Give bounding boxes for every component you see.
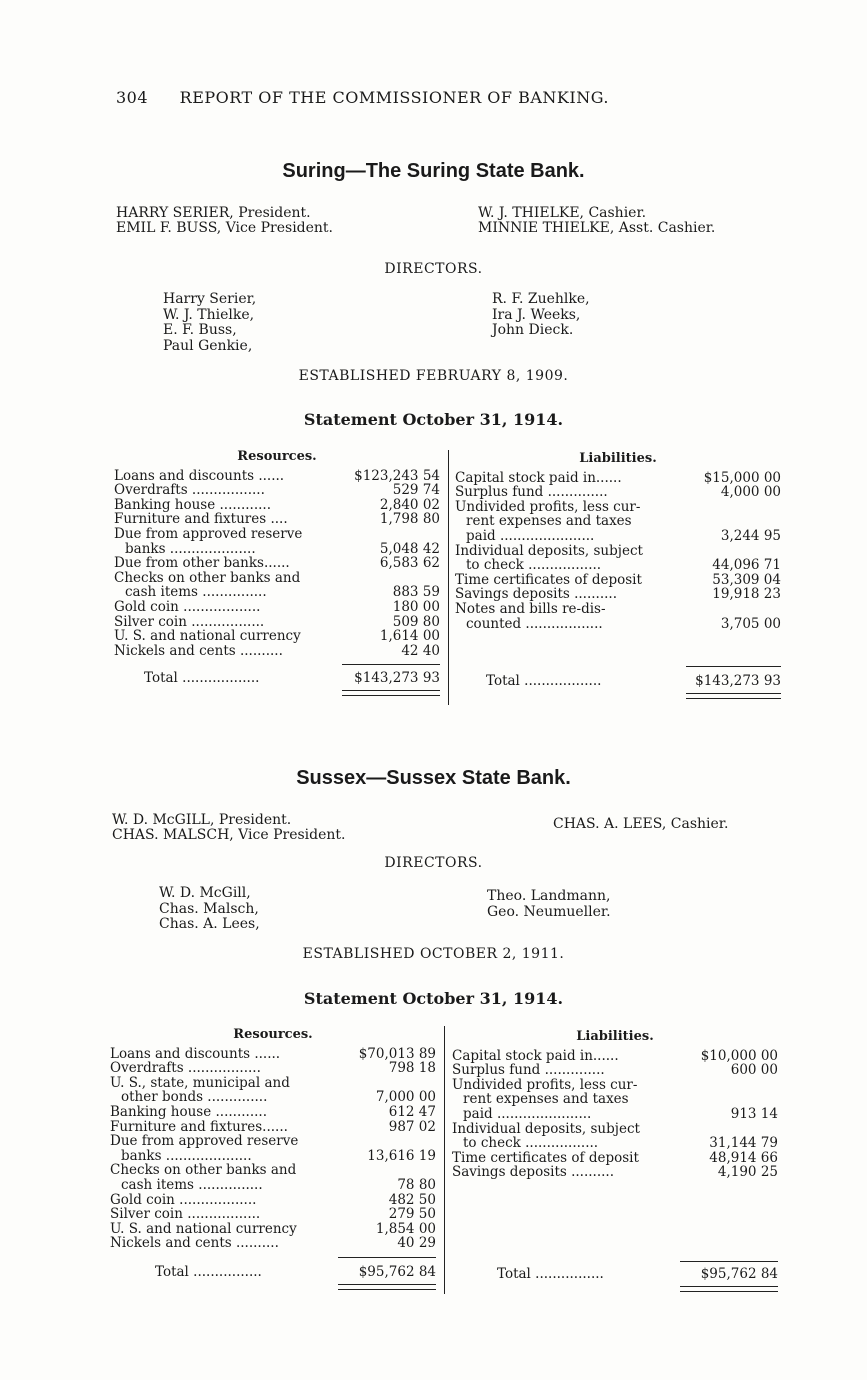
resources-total-row [155,1264,436,1280]
ledger-item-label: to check ................. [466,557,602,574]
sum-rule [338,1257,436,1258]
column-divider [448,450,449,705]
ledger-row [110,1047,436,1062]
resources-list [110,1047,436,1251]
ledger-item-amount: 482 50 [388,1191,436,1208]
liabilities-heading: Liabilities. [576,1029,654,1044]
ledger-row [452,1136,778,1151]
sum-rule [680,1261,778,1262]
ledger-item-label: Gold coin .................. [110,1191,257,1208]
ledger-item-label: Banking house ............ [110,1103,268,1120]
ledger-row [110,1236,436,1251]
ledger-row [455,514,781,529]
ledger-row [455,529,781,544]
ledger-row [455,558,781,573]
ledger-item-amount: 48,914 66 [709,1149,778,1166]
ledger-item-label: Banking house ............ [114,496,272,513]
ledger-item-amount: 798 18 [388,1060,436,1077]
ledger-row [110,1193,436,1208]
double-rule [686,693,781,699]
ledger-row [114,469,440,484]
ledger-item-label: rent expenses and taxes [466,513,632,530]
bank-title: Sussex—Sussex State Bank. [296,767,571,789]
ledger-item-amount: 180 00 [392,598,440,615]
liabilities-column [452,1030,778,1180]
ledger-item-label: Nickels and cents .......... [110,1235,279,1252]
ledger-row [114,542,440,557]
ledger-item-amount: 13,616 19 [367,1147,436,1164]
ledger-item-amount: 600 00 [730,1062,778,1079]
officer-vice-president: EMIL F. BUSS, Vice President. [116,220,334,236]
resources-heading: Resources. [233,1027,313,1042]
directors-right [487,889,611,920]
officer-cashier: CHAS. A. LEES, Cashier. [553,816,729,832]
ledger-row [110,1120,436,1135]
resources-total: $95,762 84 [358,1264,436,1280]
ledger-row [114,512,440,527]
ledger-item-label: banks .................... [121,1147,252,1164]
ledger-row [110,1134,436,1149]
director-name: W. D. McGill, [159,885,251,901]
ledger-item-amount: 1,854 00 [375,1220,436,1237]
ledger-row [452,1049,778,1064]
officer-asst-cashier: MINNIE THIELKE, Asst. Cashier. [478,220,716,236]
ledger-row [455,602,781,617]
ledger-row [110,1178,436,1193]
resources-total: $143,273 93 [354,670,440,686]
ledger-item-amount: 987 02 [388,1118,436,1135]
resources-total-row [144,670,440,686]
ledger-item-label: Time certificates of deposit [452,1149,639,1166]
ledger-item-amount: 1,614 00 [379,628,440,645]
ledger-item-amount: 6,583 62 [379,555,440,572]
ledger-item-amount: $15,000 00 [703,469,781,486]
ledger-row [110,1105,436,1120]
ledger-row [114,644,440,659]
ledger-item-label: Nickels and cents .......... [114,642,283,659]
ledger-item-label: Notes and bills re-dis- [455,600,606,617]
ledger-row [114,556,440,571]
officer-cashier: W. J. THIELKE, Cashier. [478,205,647,221]
ledger-item-amount: 1,798 80 [379,511,440,528]
ledger-item-amount: 4,000 00 [720,484,781,501]
ledger-item-label: Overdrafts ................. [110,1060,261,1077]
ledger-item-amount: 279 50 [388,1206,436,1223]
officer-vice-president: CHAS. MALSCH, Vice President. [112,827,346,843]
liabilities-total-row [486,673,781,689]
double-rule [338,1284,436,1290]
ledger-item-amount: 42 40 [401,642,440,659]
director-name: Paul Genkie, [163,337,253,354]
bank-title: Suring—The Suring State Bank. [282,160,585,182]
column-divider [444,1026,445,1294]
ledger-row [114,498,440,513]
officers-right [478,206,715,236]
ledger-item-label: U. S., state, municipal and [110,1074,290,1091]
ledger-row [114,585,440,600]
officers-right [553,817,728,832]
ledger-item-label: Individual deposits, subject [452,1120,640,1137]
liabilities-column [455,452,781,631]
ledger-row [452,1151,778,1166]
ledger-item-amount: $123,243 54 [354,467,440,484]
ledger-row [114,571,440,586]
director-name: Geo. Neumueller. [487,903,611,920]
sum-rule [342,664,440,665]
ledger-item-label: banks .................... [125,540,256,557]
ledger-item-label: Silver coin ................. [110,1206,261,1223]
ledger-item-amount: 509 80 [392,613,440,630]
ledger-row [110,1222,436,1237]
resources-heading: Resources. [237,449,317,464]
ledger-item-amount: 19,918 23 [712,586,781,603]
double-rule [680,1286,778,1292]
director-name: W. J. Thielke, [163,306,255,323]
ledger-row [452,1122,778,1137]
liabilities-total: $143,273 93 [695,673,781,689]
ledger-item-label: paid ...................... [463,1105,592,1122]
resources-column [110,1028,436,1251]
director-name: E. F. Buss, [163,322,237,338]
ledger-item-label: Furniture and fixtures .... [114,511,288,528]
ledger-item-label: Savings deposits .......... [455,586,617,603]
ledger-item-amount: 3,244 95 [720,527,781,544]
ledger-row [110,1076,436,1091]
sum-rule [686,666,781,667]
resources-column [114,450,440,658]
ledger-item-label: Loans and discounts ...... [114,467,285,484]
ledger-item-label: Capital stock paid in...... [452,1047,619,1064]
officer-president: W. D. McGILL, President. [112,812,292,828]
ledger-row [455,587,781,602]
directors-heading: DIRECTORS. [384,261,483,277]
ledger-row [114,629,440,644]
directors-right [492,292,590,339]
ledger-item-amount: $70,013 89 [358,1045,436,1062]
liabilities-list [455,471,781,632]
ledger-row [452,1107,778,1122]
ledger-row [114,483,440,498]
ledger-item-label: Individual deposits, subject [455,542,643,559]
ledger-row [110,1149,436,1164]
ledger-item-label: Capital stock paid in...... [455,469,622,486]
report-title: REPORT OF THE COMMISSIONER OF BANKING. [179,88,609,107]
ledger-item-amount: 44,096 71 [712,557,781,574]
total-label: Total ................ [155,1264,262,1280]
directors-left [159,886,260,933]
ledger-item-amount: 4,190 25 [717,1164,778,1181]
ledger-item-label: Overdrafts ................. [114,482,265,499]
ledger-item-amount: 612 47 [388,1103,436,1120]
ledger-item-label: cash items ............... [121,1176,263,1193]
ledger-row [114,615,440,630]
directors-heading: DIRECTORS. [384,855,483,871]
ledger-item-label: Furniture and fixtures...... [110,1118,288,1135]
ledger-row [455,617,781,632]
ledger-item-amount: 2,840 02 [379,496,440,513]
ledger-item-label: cash items ............... [125,584,267,601]
directors-left [163,292,256,354]
ledger-item-label: to check ................. [463,1135,599,1152]
ledger-item-amount: $10,000 00 [700,1047,778,1064]
ledger-item-label: U. S. and national currency [110,1220,297,1237]
ledger-row [114,600,440,615]
officers-left [116,206,333,236]
director-name: John Dieck. [492,322,574,338]
ledger-item-label: paid ...................... [466,527,595,544]
ledger-item-amount: 5,048 42 [379,540,440,557]
established-line: ESTABLISHED OCTOBER 2, 1911. [302,946,565,962]
ledger-item-label: Surplus fund .............. [452,1062,605,1079]
ledger-row [452,1165,778,1180]
ledger-row [455,500,781,515]
statement-heading: Statement October 31, 1914. [303,989,564,1008]
ledger-item-label: Due from approved reserve [114,525,303,542]
ledger-item-label: Savings deposits .......... [452,1164,614,1181]
ledger-item-label: Gold coin .................. [114,598,261,615]
ledger-row [110,1090,436,1105]
ledger-item-amount: 883 59 [392,584,440,601]
liabilities-total-row [497,1266,778,1282]
ledger-row [455,471,781,486]
ledger-item-label: Undivided profits, less cur- [452,1076,638,1093]
liabilities-list [452,1049,778,1180]
director-name: Harry Serier, [163,291,257,307]
double-rule [342,690,440,696]
ledger-item-amount: 31,144 79 [709,1135,778,1152]
liabilities-total: $95,762 84 [700,1266,778,1282]
page-number: 304 [116,88,149,107]
liabilities-heading: Liabilities. [579,451,657,466]
ledger-row [110,1207,436,1222]
total-label: Total .................. [486,673,602,689]
page-header [116,88,609,107]
ledger-item-amount: 529 74 [392,482,440,499]
total-label: Total .................. [144,670,260,686]
established-line: ESTABLISHED FEBRUARY 8, 1909. [298,368,569,384]
officers-left [112,813,346,843]
ledger-item-label: Surplus fund .............. [455,484,608,501]
ledger-item-label: Time certificates of deposit [455,571,642,588]
ledger-item-label: Undivided profits, less cur- [455,498,641,515]
resources-list [114,469,440,659]
officer-president: HARRY SERIER, President. [116,205,311,221]
ledger-row [455,544,781,559]
ledger-row [452,1078,778,1093]
ledger-item-amount: 3,705 00 [720,615,781,632]
ledger-row [114,527,440,542]
ledger-item-label: U. S. and national currency [114,628,301,645]
ledger-item-label: other bonds .............. [121,1089,268,1106]
ledger-item-label: Checks on other banks and [110,1162,297,1179]
ledger-row [455,573,781,588]
ledger-item-label: Due from approved reserve [110,1133,299,1150]
ledger-row [110,1163,436,1178]
ledger-row [452,1092,778,1107]
ledger-item-amount: 913 14 [730,1105,778,1122]
ledger-item-label: Silver coin ................. [114,613,265,630]
director-name: R. F. Zuehlke, [492,291,590,307]
ledger-item-amount: 40 29 [397,1235,436,1252]
ledger-row [452,1063,778,1078]
ledger-item-label: rent expenses and taxes [463,1091,629,1108]
ledger-item-amount: 78 80 [397,1176,436,1193]
statement-heading: Statement October 31, 1914. [303,410,564,429]
ledger-item-label: counted .................. [466,615,603,632]
ledger-item-amount: 7,000 00 [375,1089,436,1106]
director-name: Chas. A. Lees, [159,916,260,932]
ledger-item-label: Due from other banks...... [114,555,290,572]
total-label: Total ................ [497,1266,604,1282]
ledger-item-label: Loans and discounts ...... [110,1045,281,1062]
ledger-row [110,1061,436,1076]
director-name: Ira J. Weeks, [492,306,581,323]
ledger-row [455,485,781,500]
director-name: Chas. Malsch, [159,900,259,917]
director-name: Theo. Landmann, [487,888,611,904]
ledger-item-label: Checks on other banks and [114,569,301,586]
ledger-item-amount: 53,309 04 [712,571,781,588]
